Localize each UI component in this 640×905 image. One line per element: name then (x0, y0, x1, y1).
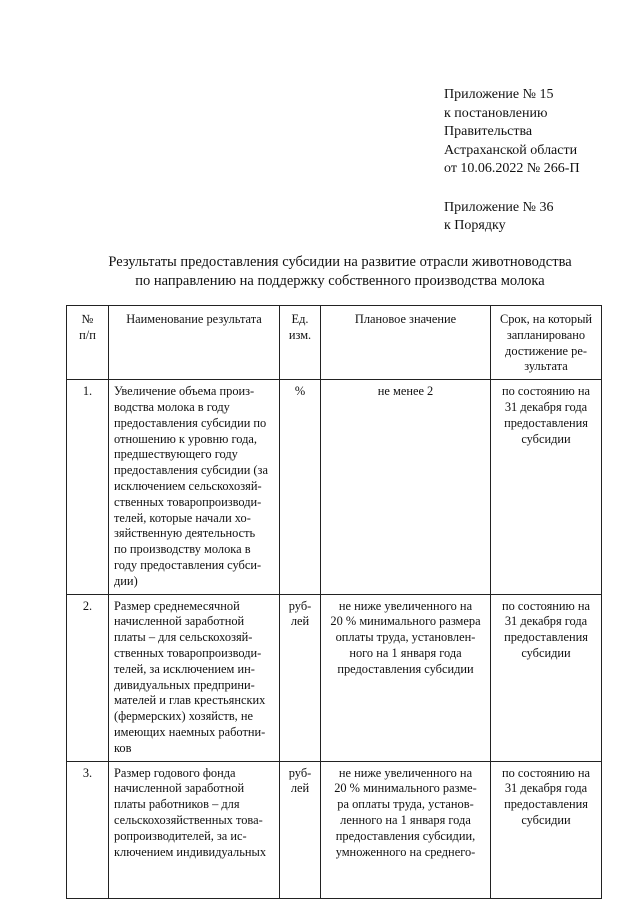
title-line-2: по направлению на поддержку собственного производства молока (135, 273, 545, 289)
row-number: 1. (67, 380, 109, 594)
header-name: Наименование результата (109, 306, 280, 380)
planned-value: не менее 2 (321, 380, 491, 594)
planned-value: не ниже увеличенного на 20 % минимального размера оплаты труда, установлен- ного на 1 января года предоставления субсидии (321, 594, 491, 761)
table-header-row (67, 306, 602, 380)
row-number: 2. (67, 594, 109, 761)
planned-value: не ниже увеличенного на 20 % минимального разме- ра оплаты труда, установ- ленного на 1 января года предоставления субсидии, умноженного на среднего- (321, 761, 491, 898)
result-name: Размер среднемесячной начисленной заработной платы – для сельскохозяй- ственных товаропроизводи- телей, за исключением ин- дивидуальных предприни- мателей и глав крестьянских (фермерских) хозяйств, не имеющих наемных работни- ков (109, 594, 280, 761)
row-number: 3. (67, 761, 109, 898)
appendix-line: к Порядку (444, 218, 506, 233)
header-term: Срок, на который запланировано достижение ре- зультата (491, 306, 602, 380)
unit-of-measure: руб- лей (280, 761, 321, 898)
table-row (67, 380, 602, 594)
results-table (66, 305, 602, 899)
appendix-line: Приложение № 36 (444, 199, 554, 215)
unit-of-measure: руб- лей (280, 594, 321, 761)
header-plan: Плановое значение (321, 306, 491, 380)
document-title (40, 253, 640, 291)
appendix-date-line: от 10.06.2022 № 266-П (444, 161, 580, 176)
header-unit: Ед. изм. (280, 306, 321, 380)
deadline: по состоянию на 31 декабря года предоставления субсидии (491, 761, 602, 898)
table-row (67, 761, 602, 898)
appendix-line: Приложение № 15 (444, 87, 554, 102)
appendix-line: Правительства (444, 124, 533, 139)
title-line-1: Результаты предоставления субсидии на развитие отрасли животноводства (108, 254, 572, 270)
result-name: Увеличение объема произ- водства молока в году предоставления субсидии по отношению к уровню года, предшествующего году предоставления субсидии (за исключением сельскохозяй- ственных товаропроизводи- телей, которые начали хо- зяйственную деятельность по производству молока в году предоставления субси- дии) (109, 380, 280, 594)
result-name: Размер годового фонда начисленной заработной платы работников – для сельскохозяйственных това- ропроизводителей, за ис- ключением индивидуальных (109, 761, 280, 898)
appendix-header (444, 86, 634, 236)
appendix-line: Астраханской области (444, 142, 578, 158)
table-row (67, 594, 602, 761)
unit-of-measure: % (280, 380, 321, 594)
header-num: № п/п (67, 306, 109, 380)
appendix-line: к постановлению (444, 105, 548, 121)
deadline: по состоянию на 31 декабря года предоставления субсидии (491, 380, 602, 594)
deadline: по состоянию на 31 декабря года предоставления субсидии (491, 594, 602, 761)
